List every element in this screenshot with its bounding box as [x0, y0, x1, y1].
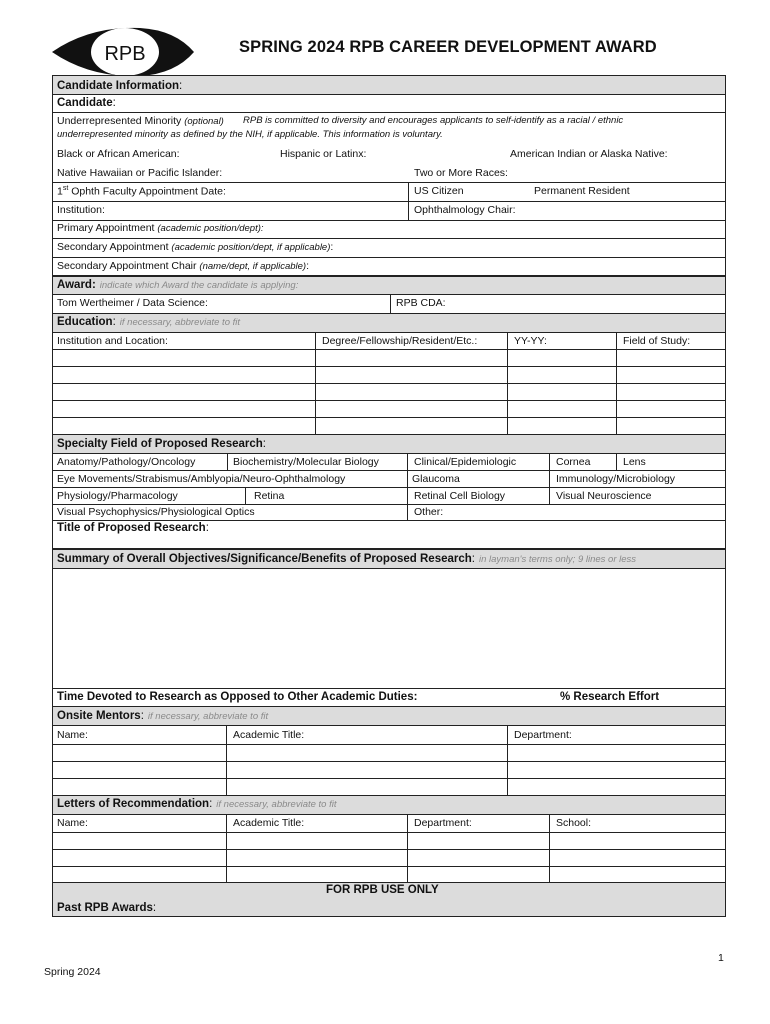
specialty-clinical[interactable]: Clinical/Epidemiologic: [414, 456, 517, 468]
letters-col-department: Department:: [414, 817, 472, 829]
award-rpb-cda[interactable]: RPB CDA:: [396, 297, 446, 309]
education-header: Education: if necessary, abbreviate to fit: [57, 316, 241, 328]
mentors-header: Onsite Mentors: if necessary, abbreviate to fit: [57, 710, 269, 722]
letters-col-school: School:: [556, 817, 592, 829]
specialty-lens[interactable]: Lens: [623, 456, 646, 468]
specialty-visual-neuroscience[interactable]: Visual Neuroscience: [556, 490, 652, 502]
candidate-label: Candidate:: [57, 97, 116, 109]
specialty-immunology[interactable]: Immunology/Microbiology: [556, 473, 676, 485]
mentors-col-name: Name:: [57, 729, 88, 741]
specialty-retinal-cell-biology[interactable]: Retinal Cell Biology: [414, 490, 506, 502]
specialty-other[interactable]: Other:: [414, 506, 444, 518]
specialty-physiology[interactable]: Physiology/Pharmacology: [57, 490, 178, 502]
appointment-date-label: 1st Ophth Faculty Appointment Date:: [57, 185, 226, 198]
award-header: Award: indicate which Award the candidate is applying:: [57, 279, 299, 291]
rpb-logo: [50, 24, 196, 80]
summary-text-area[interactable]: [54, 570, 724, 687]
secondary-appointment-label: Secondary Appointment (academic position/dept, if applicable):: [57, 241, 334, 253]
proposed-title-label: Title of Proposed Research:: [57, 522, 209, 534]
summary-header: Summary of Overall Objectives/Significance/Benefits of Proposed Research: in layman's terms only; 9 lines or less: [57, 553, 637, 565]
logo-text: RPB: [104, 43, 146, 65]
specialty-biochemistry[interactable]: Biochemistry/Molecular Biology: [233, 456, 379, 468]
specialty-glaucoma[interactable]: Glaucoma: [412, 473, 460, 485]
specialty-cornea[interactable]: Cornea: [556, 456, 591, 468]
specialty-retina[interactable]: Retina: [254, 490, 285, 502]
minority-label: Underrepresented Minority (optional): [57, 115, 224, 127]
specialty-visual-psychophysics[interactable]: Visual Psychophysics/Physiological Optics: [57, 506, 255, 518]
education-col-institution: Institution and Location:: [57, 335, 168, 347]
research-effort-label[interactable]: % Research Effort: [560, 691, 660, 703]
education-col-field: Field of Study:: [623, 335, 691, 347]
chair-label: Ophthalmology Chair:: [414, 204, 516, 216]
permanent-resident-option[interactable]: Permanent Resident: [534, 185, 630, 197]
page-number: 1: [718, 952, 724, 964]
letters-header: Letters of Recommendation: if necessary, abbreviate to fit: [57, 798, 337, 810]
page-title: SPRING 2024 RPB CAREER DEVELOPMENT AWARD: [239, 38, 657, 56]
institution-label: Institution:: [57, 204, 105, 216]
secondary-chair-label: Secondary Appointment Chair (name/dept, if applicable):: [57, 260, 310, 272]
award-tom-wertheimer[interactable]: Tom Wertheimer / Data Science:: [57, 297, 208, 309]
letters-col-title: Academic Title:: [233, 817, 305, 829]
race-two-or-more[interactable]: Two or More Races:: [414, 167, 508, 179]
minority-note-1: RPB is committed to diversity and encourages applicants to self-identify as a racial / ethnic: [243, 115, 624, 126]
mentors-col-title: Academic Title:: [233, 729, 305, 741]
letters-col-name: Name:: [57, 817, 88, 829]
time-devoted-label: Time Devoted to Research as Opposed to Other Academic Duties:: [57, 691, 418, 703]
past-awards-label: Past RPB Awards:: [57, 902, 157, 914]
footer-text: Spring 2024: [44, 966, 101, 978]
minority-note-2: underrepresented minority as defined by the NIH, if applicable. This information is voluntary.: [57, 129, 443, 140]
rpb-use-only-header: FOR RPB USE ONLY: [326, 884, 439, 896]
education-col-years: YY-YY:: [514, 335, 547, 347]
candidate-info-header: Candidate Information:: [57, 80, 183, 92]
specialty-header: Specialty Field of Proposed Research:: [57, 438, 266, 450]
specialty-anatomy[interactable]: Anatomy/Pathology/Oncology: [57, 456, 196, 468]
education-col-degree: Degree/Fellowship/Resident/Etc.:: [322, 335, 478, 347]
race-hispanic[interactable]: Hispanic or Latinx:: [280, 148, 367, 160]
primary-appointment-label: Primary Appointment (academic position/dept):: [57, 222, 264, 234]
race-american-indian[interactable]: American Indian or Alaska Native:: [510, 148, 668, 160]
specialty-eye-movements[interactable]: Eye Movements/Strabismus/Amblyopia/Neuro-Ophthalmology: [57, 473, 346, 485]
us-citizen-option[interactable]: US Citizen: [414, 185, 464, 197]
mentors-col-department: Department:: [514, 729, 572, 741]
race-black[interactable]: Black or African American:: [57, 148, 180, 160]
race-native-hawaiian[interactable]: Native Hawaiian or Pacific Islander:: [57, 167, 223, 179]
